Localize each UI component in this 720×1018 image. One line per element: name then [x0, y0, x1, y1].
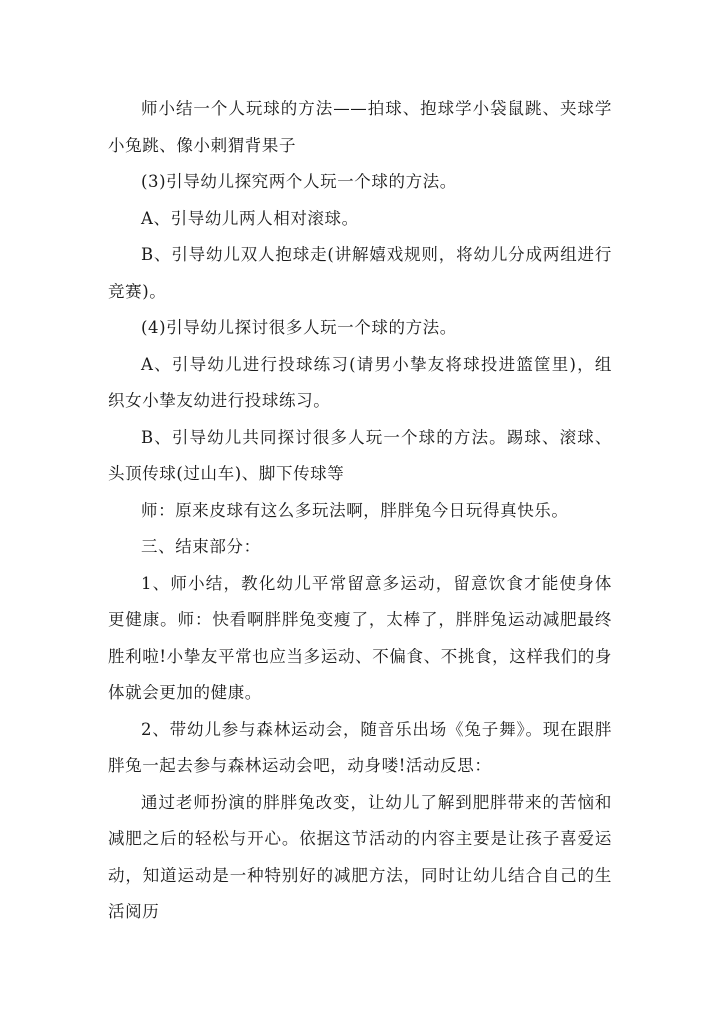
paragraph-step-4b: B、引导幼儿共同探讨很多人玩一个球的方法。踢球、滚球、头顶传球(过山车)、脚下传球等 — [108, 427, 612, 483]
paragraph-step-3b: B、引导幼儿双人抱球走(讲解嬉戏规则，将幼儿分成两组进行竞赛)。 — [108, 245, 612, 301]
paragraph-step-3a: A、引导幼儿两人相对滚球。 — [141, 208, 359, 228]
section-heading-ending: 三、结束部分： — [141, 537, 261, 556]
paragraph-step-3: (3)引导幼儿探究两个人玩一个球的方法。 — [141, 172, 457, 191]
paragraph-step-4: (4)引导幼儿探讨很多人玩一个球的方法。 — [141, 318, 457, 337]
paragraph-step-4a: A、引导幼儿进行投球练习(请男小挚友将球投进篮筐里)，组织女小挚友幼进行投球练习。 — [108, 354, 612, 410]
paragraph-summary-one-person: 师小结一个人玩球的方法——拍球、抱球学小袋鼠跳、夹球学小兔跳、像小刺猬背果子 — [108, 99, 612, 155]
paragraph-teacher-remark: 师：原来皮球有这么多玩法啊，胖胖兔今日玩得真快乐。 — [141, 500, 569, 520]
paragraph-ending-1: 1、师小结，教化幼儿平常留意多运动，留意饮食才能使身体更健康。师：快看啊胖胖兔变瘦了，太棒了，胖胖兔运动减肥最终胜利啦!小挚友平常也应当多运动、不偏食、不挑食，这样我们的身体就会更加的健康。 — [108, 573, 612, 702]
document-body — [108, 91, 612, 931]
paragraph-ending-2: 2、带幼儿参与森林运动会，随音乐出场《兔子舞》。现在跟胖胖兔一起去参与森林运动会吧，动身喽!活动反思： — [108, 719, 612, 775]
paragraph-reflection: 通过老师扮演的胖胖兔改变，让幼儿了解到肥胖带来的苦恼和减肥之后的轻松与开心。依据这节活动的内容主要是让孩子喜爱运动，知道运动是一种特别好的减肥方法，同时让幼儿结合自己的生活阅历 — [108, 792, 612, 921]
